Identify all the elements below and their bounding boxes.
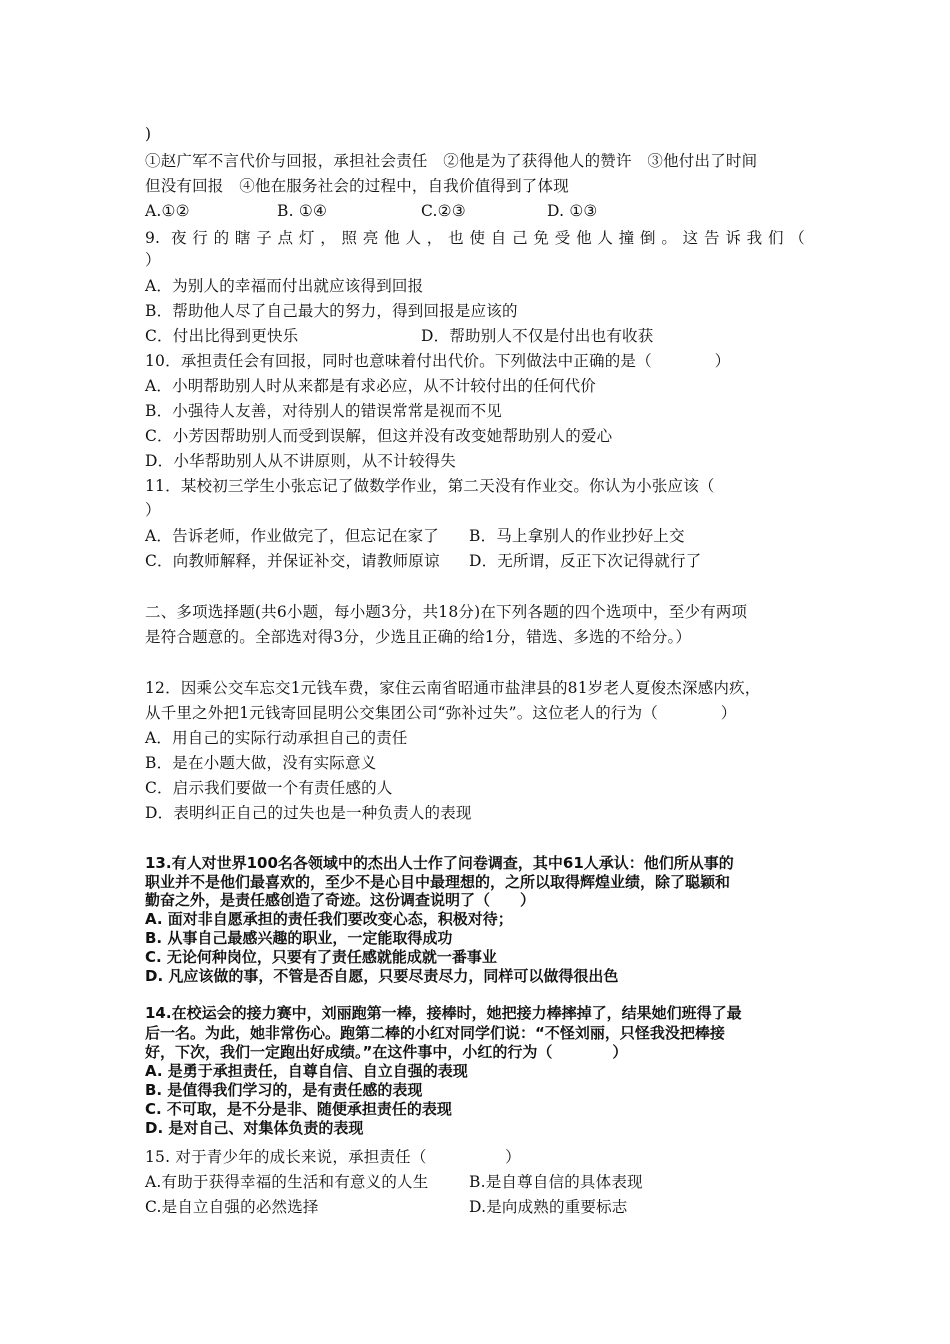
q13-option-d: D. 凡应该做的事，不管是否自愿，只要尽责尽力，同样可以做得很出色 (145, 967, 619, 985)
q8-choice-d: D. ①③ (547, 202, 598, 220)
q15-option-a: A.有助于获得幸福的生活和有意义的人生 (145, 1173, 429, 1191)
section2-instructions-line2: 是符合题意的。全部选对得3分，少选且正确的给1分，错选、多选的不给分。） (145, 628, 692, 646)
q11-stem: 11．某校初三学生小张忘记了做数学作业，第二天没有作业交。你认为小张应该（ (145, 477, 715, 495)
q13-stem-line1: 13.有人对世界100名各领域中的杰出人士作了问卷调查，其中61人承认：他们所从事的 (145, 854, 734, 872)
q12-option-c: C．启示我们要做一个有责任感的人 (145, 779, 393, 797)
q11-option-b: B．马上拿别人的作业抄好上交 (469, 527, 685, 545)
q12-option-d: D．表明纠正自己的过失也是一种负责人的表现 (145, 804, 472, 822)
q10-option-a: A．小明帮助别人时从来都是有求必应，从不计较付出的任何代价 (145, 377, 596, 395)
q8-bracket-close: ) (145, 125, 152, 143)
q13-stem-line3: 勤奋之外，是责任感创造了奇迹。这份调查说明了（ ） (145, 891, 536, 909)
q10-option-b: B．小强待人友善，对待别人的错误常常是视而不见 (145, 402, 502, 420)
q11-option-a: A．告诉老师，作业做完了，但忘记在家了 (145, 527, 439, 545)
q10-stem: 10．承担责任会有回报，同时也意味着付出代价。下列做法中正确的是（ ） (145, 352, 731, 370)
q13-option-b: B. 从事自己最感兴趣的职业，一定能取得成功 (145, 929, 453, 947)
q9-option-c: C．付出比得到更快乐 (145, 327, 299, 345)
q13-option-a: A. 面对非自愿承担的责任我们要改变心态，积极对待； (145, 910, 513, 928)
q9-option-d: D．帮助别人不仅是付出也有收获 (421, 327, 654, 345)
q15-stem: 15. 对于青少年的成长来说，承担责任（ ） (145, 1148, 521, 1166)
q14-stem-line2: 后一名。为此，她非常伤心。跑第二棒的小红对同学们说：“不怪刘丽，只怪我没把棒接 (145, 1024, 725, 1042)
q9-option-a: A．为别人的幸福而付出就应该得到回报 (145, 277, 424, 295)
q11-option-c: C．向教师解释，并保证补交，请教师原谅 (145, 552, 440, 570)
section2-instructions-line1: 二、多项选择题(共6小题，每小题3分，共18分)在下列各题的四个选项中，至少有两项 (145, 603, 748, 621)
q14-option-d: D. 是对自己、对集体负责的表现 (145, 1119, 364, 1137)
q11-option-d: D．无所谓，反正下次记得就行了 (469, 552, 702, 570)
q9-stem: 9. 夜行的瞎子点灯，照亮他人，也使自己免受他人撞倒。这告诉我们（ (145, 229, 805, 247)
q9-option-b: B．帮助他人尽了自己最大的努力，得到回报是应该的 (145, 302, 518, 320)
q11-stem-cont: ） (145, 501, 161, 519)
q14-option-c: C. 不可取，是不分是非、随便承担责任的表现 (145, 1100, 452, 1118)
q14-option-a: A. 是勇于承担责任，自尊自信、自立自强的表现 (145, 1062, 468, 1080)
q8-choice-b: B. ①④ (277, 202, 328, 220)
q12-stem-line1: 12．因乘公交车忘交1元钱车费，家住云南省昭通市盐津县的81岁老人夏俊杰深感内疚， (145, 679, 761, 697)
q9-stem-cont: ） (145, 251, 161, 269)
q14-stem-line3: 好，下次，我们一定跑出好成绩。”在这件事中，小红的行为（ ） (145, 1043, 628, 1061)
q13-stem-line2: 职业并不是他们最喜欢的，至少不是心目中最理想的，之所以取得辉煌业绩，除了聪颖和 (145, 873, 731, 891)
q12-stem-line2: 从千里之外把1元钱寄回昆明公交集团公司“弥补过失”。这位老人的行为（ ） (145, 704, 737, 722)
q14-stem-line1: 14.在校运会的接力赛中，刘丽跑第一棒，接棒时，她把接力棒摔掉了，结果她们班得了最 (145, 1004, 742, 1022)
q10-option-d: D．小华帮助别人从不讲原则，从不计较得失 (145, 452, 456, 470)
q13-option-c: C. 无论何种岗位，只要有了责任感就能成就一番事业 (145, 948, 497, 966)
q15-option-c: C.是自立自强的必然选择 (145, 1198, 319, 1216)
q8-options-line2: 但没有回报 ④他在服务社会的过程中，自我价值得到了体现 (145, 177, 569, 195)
q12-option-a: A．用自己的实际行动承担自己的责任 (145, 729, 408, 747)
q12-option-b: B．是在小题大做，没有实际意义 (145, 754, 377, 772)
q8-choice-a: A.①② (145, 202, 190, 220)
q8-options-line1: ①赵广军不言代价与回报，承担社会责任 ②他是为了获得他人的赞许 ③他付出了时间 (145, 152, 758, 170)
q15-option-d: D.是向成熟的重要标志 (469, 1198, 628, 1216)
q10-option-c: C．小芳因帮助别人而受到误解，但这并没有改变她帮助别人的爱心 (145, 427, 613, 445)
q8-choice-c: C.②③ (421, 202, 466, 220)
q15-option-b: B.是自尊自信的具体表现 (469, 1173, 643, 1191)
q14-option-b: B. 是值得我们学习的，是有责任感的表现 (145, 1081, 423, 1099)
